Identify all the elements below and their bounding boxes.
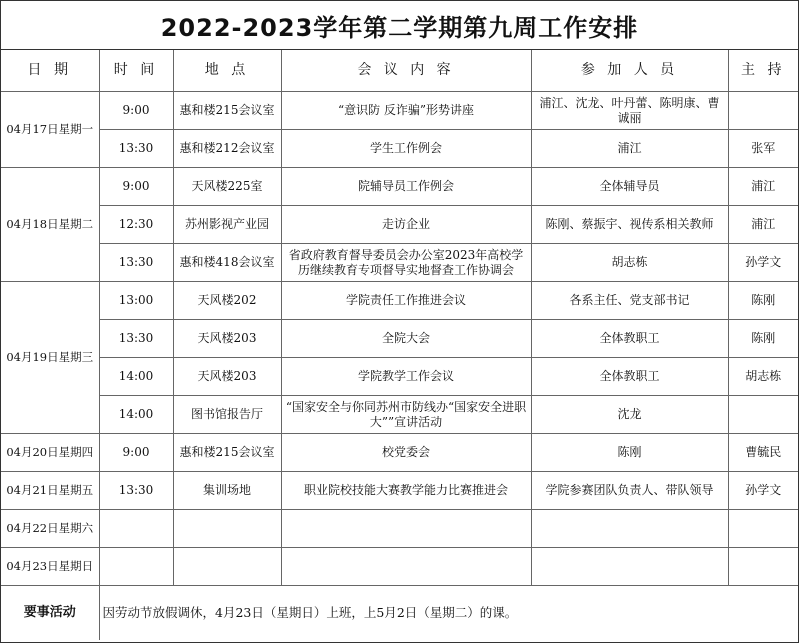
attendees-cell: 全体教职工 [531, 320, 728, 358]
schedule-table [1, 50, 798, 640]
content-cell: 省政府教育督导委员会办公室2023年高校学历继续教育专项督导实地督查工作协调会 [281, 244, 531, 282]
place-cell: 图书馆报告厅 [173, 396, 281, 434]
time-cell: 13:30 [99, 130, 173, 168]
table-header-row [1, 50, 798, 92]
attendees-cell: 陈刚 [531, 434, 728, 472]
host-cell: 胡志栋 [728, 358, 798, 396]
host-cell: 浦江 [728, 168, 798, 206]
table-row [1, 168, 798, 206]
content-cell: 全院大会 [281, 320, 531, 358]
header-date: 日 期 [1, 50, 99, 92]
table-row [1, 396, 798, 434]
table-row [1, 282, 798, 320]
host-cell [728, 510, 798, 548]
host-cell: 孙学文 [728, 472, 798, 510]
attendees-cell: 浦江、沈龙、叶丹蕾、陈明康、曹诚丽 [531, 92, 728, 130]
host-cell: 陈刚 [728, 282, 798, 320]
content-cell: 院辅导员工作例会 [281, 168, 531, 206]
time-cell: 9:00 [99, 92, 173, 130]
time-cell: 13:00 [99, 282, 173, 320]
date-cell: 04月19日星期三 [1, 282, 99, 434]
footer-row [1, 586, 798, 640]
time-cell: 13:30 [99, 244, 173, 282]
schedule-body [1, 92, 798, 640]
content-cell: 校党委会 [281, 434, 531, 472]
place-cell: 天风楼203 [173, 320, 281, 358]
place-cell [173, 510, 281, 548]
time-cell [99, 548, 173, 586]
date-cell: 04月21日星期五 [1, 472, 99, 510]
host-cell [728, 548, 798, 586]
table-row [1, 244, 798, 282]
table-row [1, 130, 798, 168]
attendees-cell: 沈龙 [531, 396, 728, 434]
content-cell: 学院责任工作推进会议 [281, 282, 531, 320]
header-place: 地 点 [173, 50, 281, 92]
content-cell [281, 548, 531, 586]
table-row [1, 434, 798, 472]
header-attendees: 参 加 人 员 [531, 50, 728, 92]
attendees-cell: 胡志栋 [531, 244, 728, 282]
date-cell: 04月18日星期二 [1, 168, 99, 282]
content-cell: 职业院校技能大赛教学能力比赛推进会 [281, 472, 531, 510]
attendees-cell: 全体辅导员 [531, 168, 728, 206]
time-cell: 12:30 [99, 206, 173, 244]
header-time: 时 间 [99, 50, 173, 92]
header-host: 主 持 [728, 50, 798, 92]
host-cell: 张军 [728, 130, 798, 168]
attendees-cell: 陈刚、蔡振宇、视传系相关教师 [531, 206, 728, 244]
content-cell: “意识防 反诈骗”形势讲座 [281, 92, 531, 130]
content-cell: 学生工作例会 [281, 130, 531, 168]
place-cell: 惠和楼215会议室 [173, 92, 281, 130]
table-row [1, 548, 798, 586]
content-cell: 学院教学工作会议 [281, 358, 531, 396]
attendees-cell: 浦江 [531, 130, 728, 168]
date-cell: 04月22日星期六 [1, 510, 99, 548]
table-row [1, 320, 798, 358]
content-cell: 走访企业 [281, 206, 531, 244]
attendees-cell [531, 548, 728, 586]
page-title: 2022-2023学年第二学期第九周工作安排 [1, 1, 798, 50]
place-cell: 天风楼203 [173, 358, 281, 396]
place-cell: 惠和楼215会议室 [173, 434, 281, 472]
content-cell [281, 510, 531, 548]
header-content: 会 议 内 容 [281, 50, 531, 92]
table-row [1, 472, 798, 510]
time-cell: 9:00 [99, 434, 173, 472]
table-row [1, 206, 798, 244]
place-cell: 天风楼202 [173, 282, 281, 320]
place-cell: 天风楼225室 [173, 168, 281, 206]
key-events-label: 要事活动 [1, 586, 99, 640]
key-events-note: 因劳动节放假调休，4月23日（星期日）上班，上5月2日（星期二）的课。 [99, 586, 798, 640]
host-cell: 浦江 [728, 206, 798, 244]
host-cell: 曹毓民 [728, 434, 798, 472]
host-cell: 陈刚 [728, 320, 798, 358]
host-cell [728, 396, 798, 434]
time-cell: 13:30 [99, 472, 173, 510]
table-row [1, 510, 798, 548]
host-cell [728, 92, 798, 130]
table-row [1, 92, 798, 130]
attendees-cell: 学院参赛团队负责人、带队领导 [531, 472, 728, 510]
place-cell [173, 548, 281, 586]
time-cell: 14:00 [99, 358, 173, 396]
date-cell: 04月23日星期日 [1, 548, 99, 586]
attendees-cell: 全体教职工 [531, 358, 728, 396]
content-cell: “国家安全与你同苏州市防线办“国家安全进职大””宣讲活动 [281, 396, 531, 434]
date-cell: 04月17日星期一 [1, 92, 99, 168]
date-cell: 04月20日星期四 [1, 434, 99, 472]
time-cell: 13:30 [99, 320, 173, 358]
place-cell: 苏州影视产业园 [173, 206, 281, 244]
table-row [1, 358, 798, 396]
place-cell: 惠和楼212会议室 [173, 130, 281, 168]
host-cell: 孙学文 [728, 244, 798, 282]
time-cell: 14:00 [99, 396, 173, 434]
attendees-cell: 各系主任、党支部书记 [531, 282, 728, 320]
attendees-cell [531, 510, 728, 548]
time-cell [99, 510, 173, 548]
place-cell: 集训场地 [173, 472, 281, 510]
time-cell: 9:00 [99, 168, 173, 206]
place-cell: 惠和楼418会议室 [173, 244, 281, 282]
